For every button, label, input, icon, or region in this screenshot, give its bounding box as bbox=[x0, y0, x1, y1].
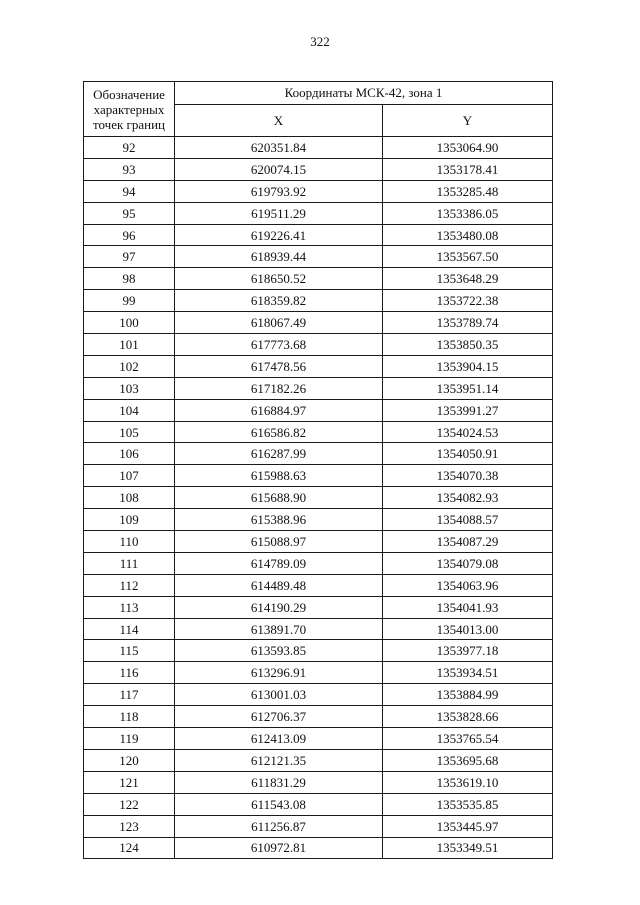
table-row bbox=[84, 728, 553, 750]
point-number-cell: 115 bbox=[84, 640, 175, 662]
x-coordinate-cell: 617182.26 bbox=[175, 377, 383, 399]
point-number-cell: 110 bbox=[84, 531, 175, 553]
point-number-cell: 117 bbox=[84, 684, 175, 706]
x-coordinate-cell: 615688.90 bbox=[175, 487, 383, 509]
y-coordinate-cell: 1353386.05 bbox=[383, 202, 553, 224]
point-number-cell: 104 bbox=[84, 399, 175, 421]
y-coordinate-cell: 1353648.29 bbox=[383, 268, 553, 290]
table-row bbox=[84, 815, 553, 837]
table-row bbox=[84, 684, 553, 706]
x-coordinate-cell: 611831.29 bbox=[175, 771, 383, 793]
y-coordinate-cell: 1353977.18 bbox=[383, 640, 553, 662]
x-coordinate-cell: 618650.52 bbox=[175, 268, 383, 290]
point-number-cell: 103 bbox=[84, 377, 175, 399]
y-coordinate-cell: 1353695.68 bbox=[383, 749, 553, 771]
point-number-cell: 92 bbox=[84, 137, 175, 159]
table-row bbox=[84, 552, 553, 574]
y-coordinate-cell: 1354087.29 bbox=[383, 531, 553, 553]
table-row bbox=[84, 312, 553, 334]
point-number-cell: 106 bbox=[84, 443, 175, 465]
point-number-cell: 116 bbox=[84, 662, 175, 684]
y-coordinate-cell: 1353535.85 bbox=[383, 793, 553, 815]
y-coordinate-cell: 1353934.51 bbox=[383, 662, 553, 684]
table-row bbox=[84, 246, 553, 268]
point-number-cell: 118 bbox=[84, 706, 175, 728]
point-number-cell: 108 bbox=[84, 487, 175, 509]
page-number: 322 bbox=[310, 34, 330, 49]
table-row bbox=[84, 749, 553, 771]
point-number-cell: 100 bbox=[84, 312, 175, 334]
y-coordinate-cell: 1354024.53 bbox=[383, 421, 553, 443]
y-coordinate-cell: 1353991.27 bbox=[383, 399, 553, 421]
y-coordinate-cell: 1353349.51 bbox=[383, 837, 553, 859]
y-coordinate-cell: 1353904.15 bbox=[383, 355, 553, 377]
x-coordinate-cell: 618939.44 bbox=[175, 246, 383, 268]
y-coordinate-cell: 1353789.74 bbox=[383, 312, 553, 334]
table-row bbox=[84, 662, 553, 684]
table-row bbox=[84, 618, 553, 640]
y-coordinate-cell: 1354041.93 bbox=[383, 596, 553, 618]
point-number-cell: 102 bbox=[84, 355, 175, 377]
y-coordinate-cell: 1354079.08 bbox=[383, 552, 553, 574]
y-coordinate-cell: 1353178.41 bbox=[383, 158, 553, 180]
point-number-cell: 101 bbox=[84, 334, 175, 356]
x-coordinate-cell: 618359.82 bbox=[175, 290, 383, 312]
table-row bbox=[84, 399, 553, 421]
y-coordinate-cell: 1353064.90 bbox=[383, 137, 553, 159]
point-number-cell: 113 bbox=[84, 596, 175, 618]
table-row bbox=[84, 771, 553, 793]
point-number-cell: 123 bbox=[84, 815, 175, 837]
x-coordinate-cell: 617478.56 bbox=[175, 355, 383, 377]
x-coordinate-cell: 613593.85 bbox=[175, 640, 383, 662]
point-label-header bbox=[84, 82, 175, 137]
point-number-cell: 105 bbox=[84, 421, 175, 443]
coordinate-system-header: Координаты МСК-42, зона 1 bbox=[175, 82, 553, 105]
table-row bbox=[84, 443, 553, 465]
y-coordinate-cell: 1354063.96 bbox=[383, 574, 553, 596]
x-coordinate-cell: 614190.29 bbox=[175, 596, 383, 618]
point-label-line: характерных bbox=[93, 101, 165, 117]
table-row bbox=[84, 421, 553, 443]
x-coordinate-cell: 616287.99 bbox=[175, 443, 383, 465]
table-row bbox=[84, 793, 553, 815]
x-coordinate-cell: 610972.81 bbox=[175, 837, 383, 859]
y-coordinate-cell: 1353951.14 bbox=[383, 377, 553, 399]
table-row bbox=[84, 596, 553, 618]
x-coordinate-cell: 615988.63 bbox=[175, 465, 383, 487]
x-coordinate-cell: 614789.09 bbox=[175, 552, 383, 574]
point-number-cell: 98 bbox=[84, 268, 175, 290]
y-coordinate-cell: 1353828.66 bbox=[383, 706, 553, 728]
x-coordinate-cell: 616586.82 bbox=[175, 421, 383, 443]
header-row-group bbox=[84, 82, 553, 105]
y-coordinate-cell: 1353850.35 bbox=[383, 334, 553, 356]
table-body bbox=[84, 137, 553, 859]
table-row bbox=[84, 224, 553, 246]
table-row bbox=[84, 290, 553, 312]
table-row bbox=[84, 158, 553, 180]
point-number-cell: 112 bbox=[84, 574, 175, 596]
y-coordinate-cell: 1354082.93 bbox=[383, 487, 553, 509]
point-number-cell: 107 bbox=[84, 465, 175, 487]
x-coordinate-cell: 617773.68 bbox=[175, 334, 383, 356]
point-number-cell: 109 bbox=[84, 509, 175, 531]
table-row bbox=[84, 202, 553, 224]
table-row bbox=[84, 268, 553, 290]
table-row bbox=[84, 574, 553, 596]
y-coordinate-cell: 1353480.08 bbox=[383, 224, 553, 246]
point-number-cell: 124 bbox=[84, 837, 175, 859]
point-number-cell: 120 bbox=[84, 749, 175, 771]
table-row bbox=[84, 334, 553, 356]
table-row bbox=[84, 377, 553, 399]
y-column-header: Y bbox=[383, 105, 553, 137]
x-coordinate-cell: 615088.97 bbox=[175, 531, 383, 553]
x-coordinate-cell: 612121.35 bbox=[175, 749, 383, 771]
table-row bbox=[84, 137, 553, 159]
y-coordinate-cell: 1353765.54 bbox=[383, 728, 553, 750]
table-row bbox=[84, 640, 553, 662]
table-row bbox=[84, 180, 553, 202]
x-coordinate-cell: 613001.03 bbox=[175, 684, 383, 706]
point-number-cell: 95 bbox=[84, 202, 175, 224]
x-column-header: X bbox=[175, 105, 383, 137]
y-coordinate-cell: 1354050.91 bbox=[383, 443, 553, 465]
y-coordinate-cell: 1353567.50 bbox=[383, 246, 553, 268]
x-coordinate-cell: 619793.92 bbox=[175, 180, 383, 202]
x-coordinate-cell: 612413.09 bbox=[175, 728, 383, 750]
table-row bbox=[84, 531, 553, 553]
table-row bbox=[84, 487, 553, 509]
point-label-line: Обозначение bbox=[93, 86, 165, 102]
x-coordinate-cell: 619226.41 bbox=[175, 224, 383, 246]
y-coordinate-cell: 1354088.57 bbox=[383, 509, 553, 531]
x-coordinate-cell: 613891.70 bbox=[175, 618, 383, 640]
table-header bbox=[84, 82, 553, 137]
point-number-cell: 93 bbox=[84, 158, 175, 180]
point-number-cell: 111 bbox=[84, 552, 175, 574]
y-coordinate-cell: 1354070.38 bbox=[383, 465, 553, 487]
y-coordinate-cell: 1353285.48 bbox=[383, 180, 553, 202]
x-coordinate-cell: 619511.29 bbox=[175, 202, 383, 224]
x-coordinate-cell: 612706.37 bbox=[175, 706, 383, 728]
x-coordinate-cell: 620351.84 bbox=[175, 137, 383, 159]
point-number-cell: 122 bbox=[84, 793, 175, 815]
x-coordinate-cell: 620074.15 bbox=[175, 158, 383, 180]
x-coordinate-cell: 613296.91 bbox=[175, 662, 383, 684]
table-row bbox=[84, 465, 553, 487]
table-row bbox=[84, 509, 553, 531]
point-number-cell: 96 bbox=[84, 224, 175, 246]
coordinates-table bbox=[83, 81, 553, 859]
x-coordinate-cell: 616884.97 bbox=[175, 399, 383, 421]
x-coordinate-cell: 615388.96 bbox=[175, 509, 383, 531]
point-number-cell: 94 bbox=[84, 180, 175, 202]
x-coordinate-cell: 614489.48 bbox=[175, 574, 383, 596]
point-number-cell: 114 bbox=[84, 618, 175, 640]
y-coordinate-cell: 1354013.00 bbox=[383, 618, 553, 640]
point-number-cell: 99 bbox=[84, 290, 175, 312]
point-number-cell: 97 bbox=[84, 246, 175, 268]
y-coordinate-cell: 1353722.38 bbox=[383, 290, 553, 312]
point-number-cell: 121 bbox=[84, 771, 175, 793]
y-coordinate-cell: 1353884.99 bbox=[383, 684, 553, 706]
x-coordinate-cell: 611543.08 bbox=[175, 793, 383, 815]
x-coordinate-cell: 618067.49 bbox=[175, 312, 383, 334]
table-row bbox=[84, 837, 553, 859]
y-coordinate-cell: 1353619.10 bbox=[383, 771, 553, 793]
x-coordinate-cell: 611256.87 bbox=[175, 815, 383, 837]
y-coordinate-cell: 1353445.97 bbox=[383, 815, 553, 837]
point-label-line: точек границ bbox=[92, 116, 166, 132]
table-row bbox=[84, 355, 553, 377]
point-number-cell: 119 bbox=[84, 728, 175, 750]
table-row bbox=[84, 706, 553, 728]
